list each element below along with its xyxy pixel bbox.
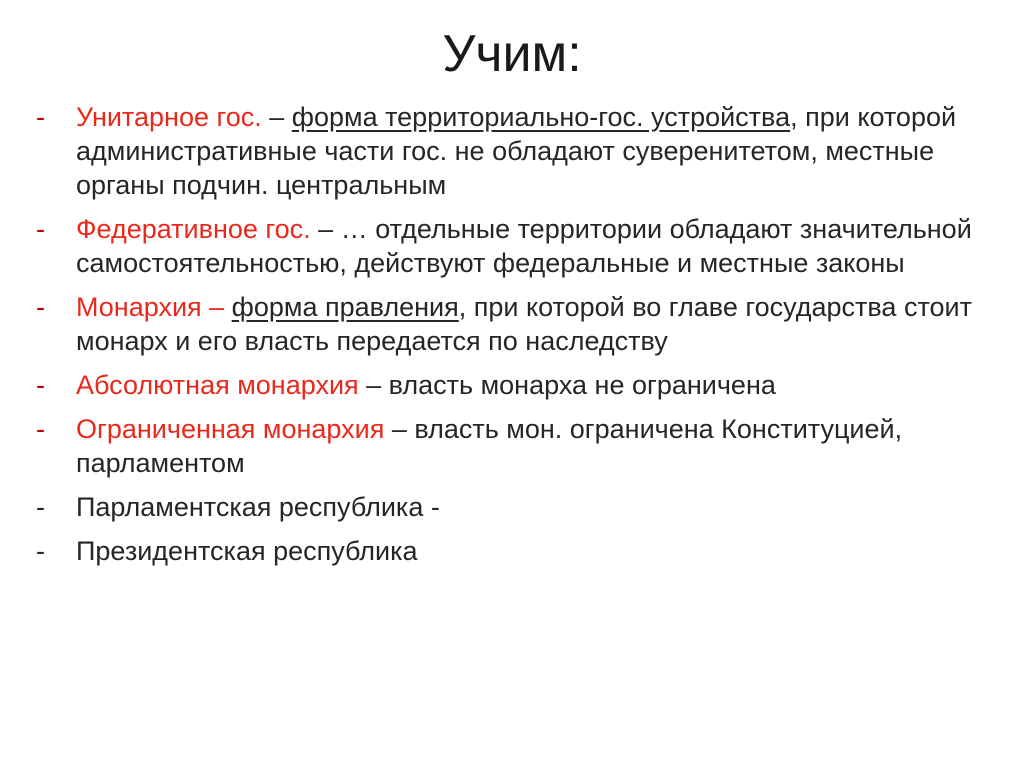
- term-limited-monarchy: Ограниченная монархия: [76, 414, 385, 444]
- term-federal: Федеративное гос.: [76, 214, 311, 244]
- bullet-monarchy: [36, 290, 996, 358]
- bullet-dash: -: [36, 292, 45, 322]
- bullet-federal-state: [36, 212, 996, 280]
- bullet-dash: -: [36, 370, 45, 400]
- definition-text: – власть монарха не ограничена: [358, 370, 776, 400]
- bullet-dash: -: [36, 102, 45, 132]
- bullet-content: [76, 100, 996, 202]
- bullet-dash: -: [36, 536, 45, 566]
- bullet-content: [76, 412, 996, 480]
- bullet-list: [36, 100, 996, 578]
- bullet-content: [76, 212, 996, 280]
- definition-underlined: форма правления: [231, 292, 459, 322]
- definition-underlined: форма территориально-гос. устройства: [291, 102, 791, 132]
- definition-text: , при которой во главе государства стоит монарх и его власть передается по наследству: [76, 292, 972, 356]
- bullet-content: [76, 368, 996, 402]
- bullet-dash: -: [36, 492, 45, 522]
- definition-text: – … отдельные территории обладают значительной самостоятельностью, действуют федеральные и местные законы: [76, 214, 972, 278]
- bullet-content: [76, 290, 996, 358]
- slide-title: Учим:: [442, 25, 582, 83]
- bullet-dash: -: [36, 414, 45, 444]
- bullet-unitary-state: [36, 100, 996, 202]
- bullet-dash: -: [36, 214, 45, 244]
- bullet-presidential-republic: [36, 534, 996, 568]
- bullet-content: Президентская республика: [76, 536, 418, 566]
- bullet-content: Парламентская республика -: [76, 492, 440, 522]
- bullet-absolute-monarchy: [36, 368, 996, 402]
- definition-text: – власть мон. ограничена Конституцией, парламентом: [76, 414, 903, 478]
- bullet-parliamentary-republic: [36, 490, 996, 524]
- term-absolute-monarchy: Абсолютная монархия: [76, 370, 359, 400]
- term-monarchy: Монархия –: [76, 292, 232, 322]
- definition-text: , при которой административные части гос. не обладают суверенитетом, местные органы подчин. центральным: [76, 102, 957, 200]
- term-unitary: Унитарное гос.: [76, 102, 262, 132]
- bullet-limited-monarchy: [36, 412, 996, 480]
- separator: –: [261, 102, 292, 132]
